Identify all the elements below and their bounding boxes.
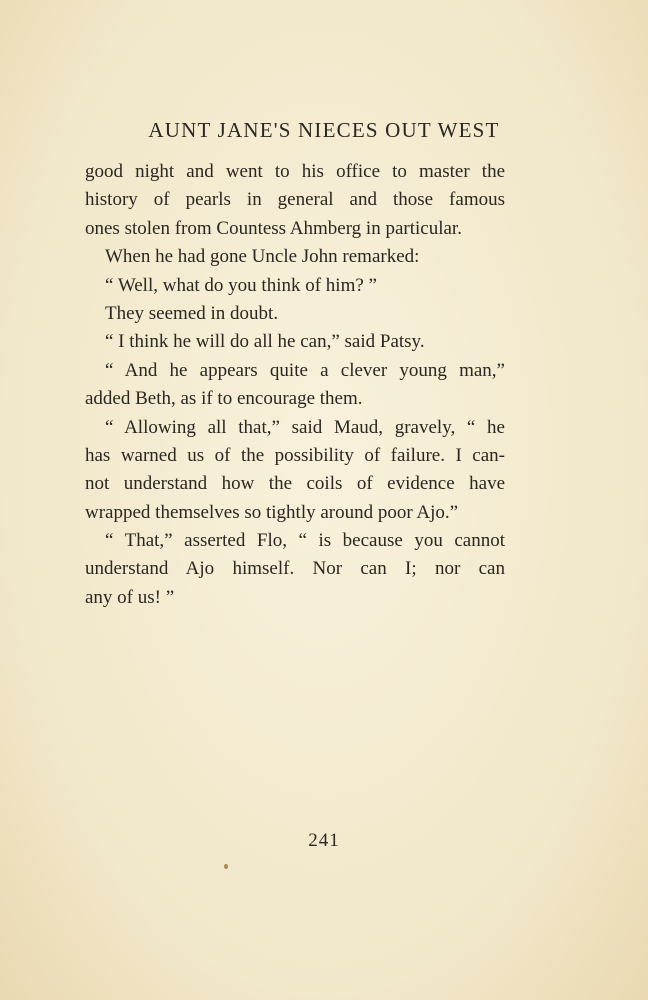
- ink-speck: [224, 864, 228, 869]
- text-line: “ I think he will do all he can,” said Patsy.: [105, 331, 425, 353]
- text-line: ones stolen from Countess Ahmberg in particular.: [85, 217, 462, 239]
- body-text: [85, 158, 505, 612]
- text-line: “ That,” asserted Flo, “ is because you cannot: [105, 530, 505, 552]
- text-line: They seemed in doubt.: [105, 302, 279, 324]
- text-line: understand Ajo himself. Nor can I; nor can: [85, 558, 505, 580]
- text-line: history of pearls in general and those famous: [85, 189, 505, 211]
- running-head: AUNT JANE'S NIECES OUT WEST: [148, 118, 500, 142]
- text-line: any of us! ”: [85, 586, 175, 608]
- text-line: has warned us of the possibility of failure. I can-: [85, 444, 505, 466]
- text-line: “ And he appears quite a clever young man,”: [105, 359, 505, 381]
- page-number: 241: [308, 830, 340, 851]
- text-line: When he had gone Uncle John remarked:: [105, 246, 420, 268]
- text-line: “ Allowing all that,” said Maud, gravely, “ he: [105, 416, 505, 438]
- text-line: good night and went to his office to master the: [85, 161, 505, 182]
- text-line: wrapped themselves so tightly around poor Ajo.”: [85, 501, 459, 523]
- text-line: added Beth, as if to encourage them.: [85, 388, 363, 410]
- text-line: not understand how the coils of evidence have: [85, 473, 505, 495]
- text-line: “ Well, what do you think of him? ”: [105, 274, 377, 296]
